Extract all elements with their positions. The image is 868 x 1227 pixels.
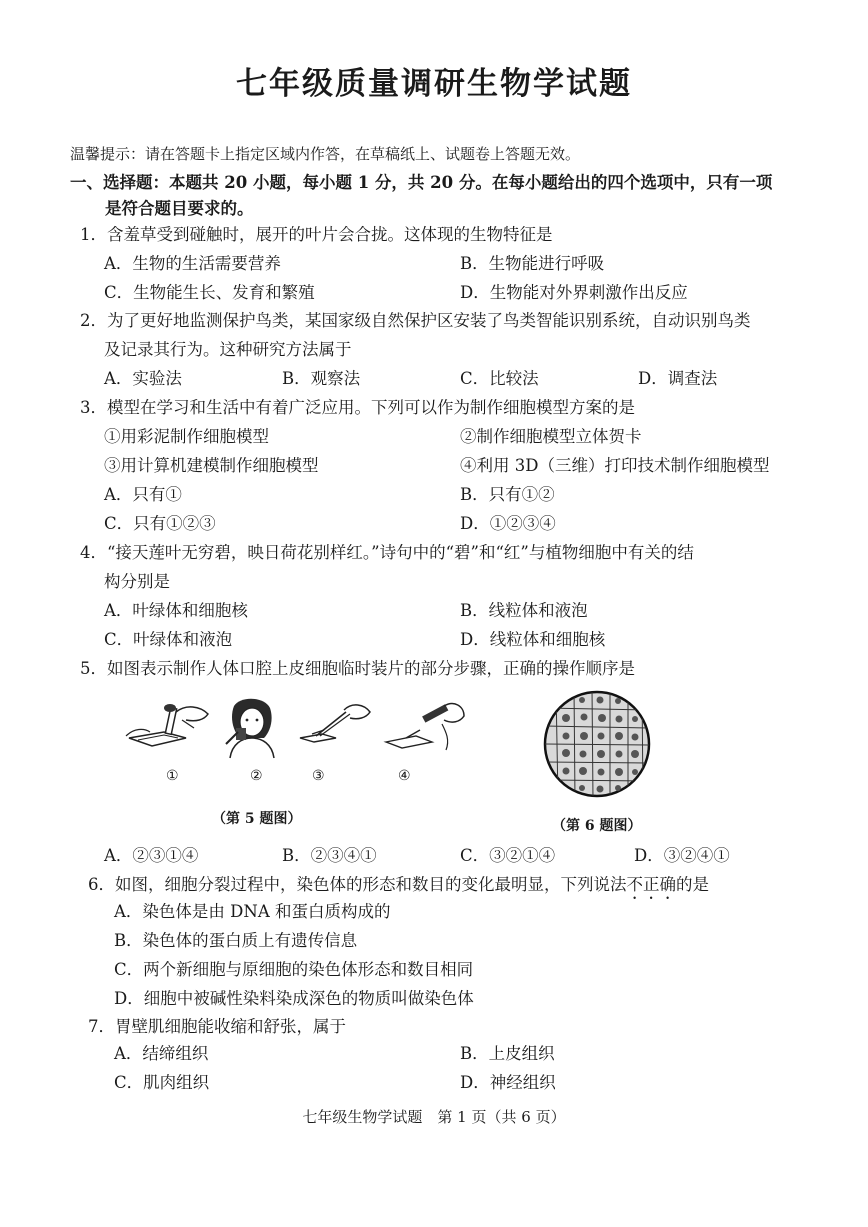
step3-coverslip-illustration [292, 698, 372, 748]
q4-option-a: A．叶绿体和细胞核 [104, 601, 248, 620]
page-footer: 七年级生物学试题 第 1 页（共 6 页） [302, 1108, 566, 1126]
q6-option-d: D．细胞中被碱性染料染成深色的物质叫做染色体 [114, 989, 474, 1008]
q3-statement-2: ②制作细胞模型立体贺卡 [460, 427, 642, 446]
q1-option-b: B．生物能进行呼吸 [460, 254, 605, 273]
q6-stem-emphasis: 不正确 [626, 875, 676, 894]
q2-option-b: B．观察法 [282, 369, 361, 388]
q5-option-b: B．②③④① [282, 846, 377, 865]
q3-option-c: C．只有①②③ [104, 514, 216, 533]
step2-person-illustration [216, 694, 288, 760]
step3-label: ③ [312, 768, 325, 784]
q2-stem: 2．为了更好地监测保护鸟类，某国家级自然保护区安装了鸟类智能识别系统，自动识别鸟类 [80, 311, 751, 330]
q7-stem: 7．胃壁肌细胞能收缩和舒张，属于 [88, 1017, 346, 1036]
q3-option-b: B．只有①② [460, 485, 555, 504]
step1-label: ① [166, 768, 179, 784]
q6-option-b: B．染色体的蛋白质上有遗传信息 [114, 931, 358, 950]
figure6-cell-division-illustration [542, 688, 652, 800]
q3-statement-1: ①用彩泥制作细胞模型 [104, 427, 269, 446]
section1-heading-cont: 是符合题目要求的。 [105, 199, 254, 218]
q1-option-c: C．生物能生长、发育和繁殖 [104, 283, 315, 302]
q7-option-b: B．上皮组织 [460, 1044, 555, 1063]
q5-option-d: D．③②④① [634, 846, 730, 865]
q3-statement-4: ④利用 3D（三维）打印技术制作细胞模型 [460, 456, 770, 475]
q3-statement-3: ③用计算机建模制作细胞模型 [104, 456, 319, 475]
step4-staining-illustration [380, 700, 466, 754]
figure5-caption: （第 5 题图） [212, 811, 302, 827]
q3-option-d: D．①②③④ [460, 514, 556, 533]
section1-heading: 一、选择题：本题共 20 小题，每小题 1 分，共 20 分。在每小题给出的四个选项中，只有一项 [70, 173, 773, 192]
q4-option-d: D．线粒体和细胞核 [460, 630, 606, 649]
q7-option-c: C．肌肉组织 [114, 1073, 210, 1092]
q7-option-a: A．结缔组织 [114, 1044, 209, 1063]
step1-dropper-illustration [124, 698, 214, 758]
q4-option-b: B．线粒体和液泡 [460, 601, 588, 620]
tip-text: 温馨提示：请在答题卡上指定区域内作答，在草稿纸上、试题卷上答题无效。 [70, 145, 581, 163]
q5-option-a: A．②③①④ [104, 846, 199, 865]
q3-option-a: A．只有① [104, 485, 182, 504]
q6-option-c: C．两个新细胞与原细胞的染色体形态和数目相同 [114, 960, 474, 979]
q7-option-d: D．神经组织 [460, 1073, 556, 1092]
q1-option-a: A．生物的生活需要营养 [104, 254, 281, 273]
q6-stem-post: 的是 [676, 875, 709, 894]
q5-stem: 5．如图表示制作人体口腔上皮细胞临时装片的部分步骤，正确的操作顺序是 [80, 659, 635, 678]
q1-option-d: D．生物能对外界刺激作出反应 [460, 283, 688, 302]
q2-option-a: A．实验法 [104, 369, 182, 388]
q6-stem [88, 874, 709, 903]
q5-option-c: C．③②①④ [460, 846, 556, 865]
q4-option-c: C．叶绿体和液泡 [104, 630, 233, 649]
q4-stem-cont: 构分别是 [104, 572, 170, 591]
page-title: 七年级质量调研生物学试题 [236, 66, 632, 102]
q6-option-a: A．染色体是由 DNA 和蛋白质构成的 [114, 902, 391, 921]
figure6-caption: （第 6 题图） [552, 818, 642, 834]
q6-stem-pre: 6．如图，细胞分裂过程中，染色体的形态和数目的变化最明显，下列说法 [88, 875, 627, 894]
step4-label: ④ [398, 768, 411, 784]
q3-stem: 3．模型在学习和生活中有着广泛应用。下列可以作为制作细胞模型方案的是 [80, 398, 635, 417]
q2-stem-cont: 及记录其行为。这种研究方法属于 [104, 340, 352, 359]
step2-label: ② [250, 768, 263, 784]
q2-option-c: C．比较法 [460, 369, 539, 388]
q2-option-d: D．调查法 [638, 369, 718, 388]
q4-stem: 4．“接天莲叶无穷碧，映日荷花别样红。”诗句中的“碧”和“红”与植物细胞中有关的结 [80, 543, 694, 562]
q1-stem: 1．含羞草受到碰触时，展开的叶片会合拢。这体现的生物特征是 [80, 225, 553, 244]
